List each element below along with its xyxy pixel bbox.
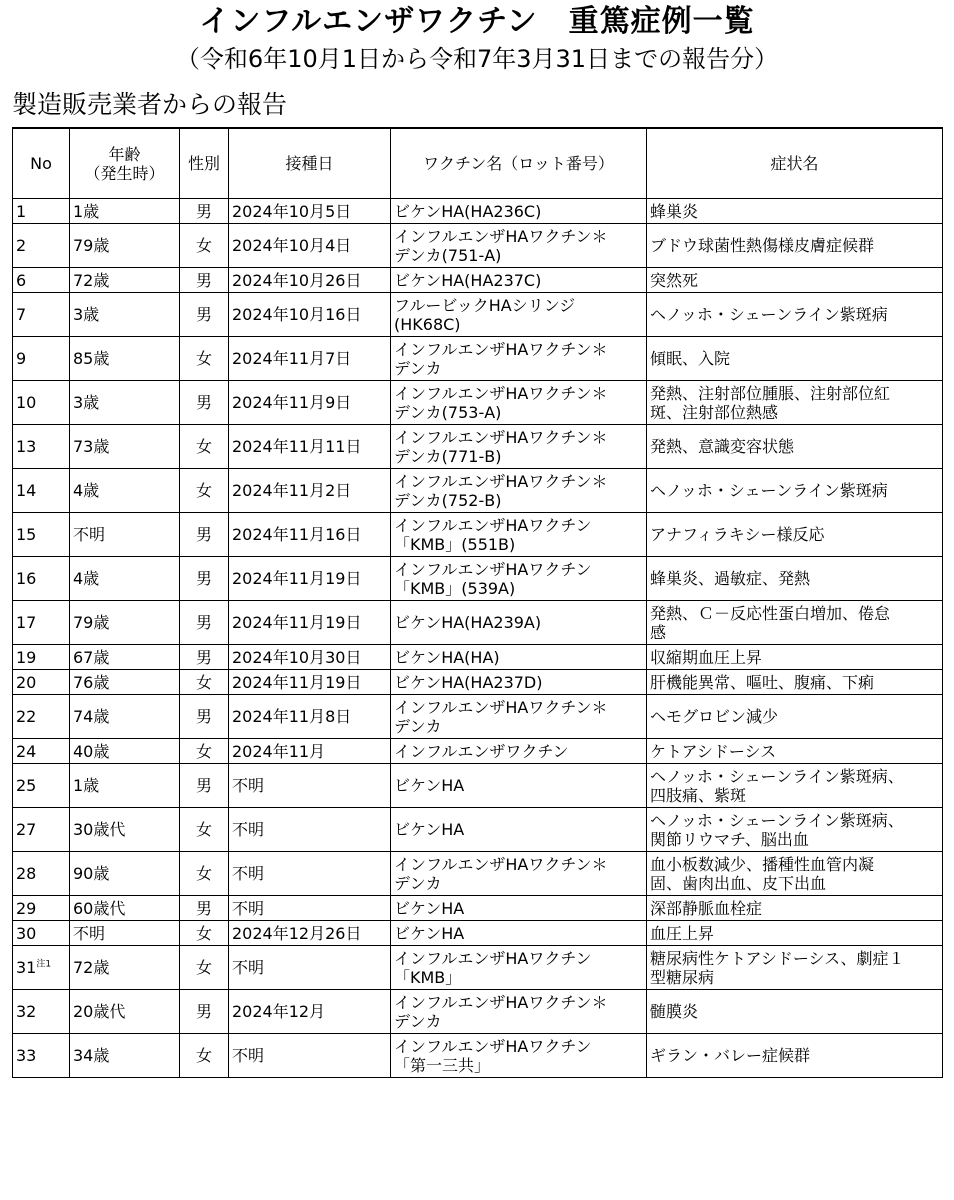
vaccine-line: インフルエンザHAワクチン <box>394 948 592 968</box>
cell-age: 72歳 <box>70 268 180 293</box>
header-date: 接種日 <box>229 128 391 199</box>
header-vaccine: ワクチン名（ロット番号） <box>391 128 647 199</box>
cell-no <box>13 670 70 695</box>
cell-age: 40歳 <box>70 739 180 764</box>
cell-age: 3歳 <box>70 381 180 425</box>
symptom-line: 関節リウマチ、脳出血 <box>650 829 809 849</box>
cell-age: 3歳 <box>70 293 180 337</box>
cell-no <box>13 337 70 381</box>
cell-symptoms <box>647 224 943 268</box>
table-row <box>13 739 943 764</box>
cell-date: 2024年12月26日 <box>229 921 391 946</box>
table-row <box>13 946 943 990</box>
cell-no <box>13 601 70 645</box>
cell-sex: 男 <box>180 199 229 224</box>
case-number: 19 <box>16 647 37 667</box>
vaccine-line: デンカ <box>394 1011 442 1031</box>
cell-symptoms <box>647 557 943 601</box>
cell-symptoms <box>647 695 943 739</box>
vaccine-line: デンカ(753-A) <box>394 402 502 422</box>
case-number: 15 <box>16 525 37 544</box>
header-symptoms: 症状名 <box>647 128 943 199</box>
page-title: インフルエンザワクチン 重篤症例一覧 <box>199 4 755 39</box>
cell-symptoms <box>647 739 943 764</box>
cell-vaccine <box>391 268 647 293</box>
cell-sex: 男 <box>180 764 229 808</box>
cell-date: 2024年10月5日 <box>229 199 391 224</box>
cell-vaccine <box>391 224 647 268</box>
cell-date: 2024年12月 <box>229 990 391 1034</box>
cell-date: 不明 <box>229 764 391 808</box>
vaccine-line: インフルエンザHAワクチン＊ <box>394 697 608 717</box>
cell-vaccine <box>391 469 647 513</box>
vaccine-line: インフルエンザHAワクチン＊ <box>394 339 608 359</box>
cell-age: 79歳 <box>70 224 180 268</box>
vaccine-line: ビケンHA <box>394 923 465 943</box>
vaccine-line: ビケンHA(HA239A) <box>394 613 542 632</box>
table-row <box>13 601 943 645</box>
case-number: 6 <box>16 270 27 290</box>
symptom-line: 突然死 <box>650 270 699 290</box>
cell-sex: 男 <box>180 601 229 645</box>
cell-symptoms <box>647 764 943 808</box>
cell-vaccine <box>391 990 647 1034</box>
cell-date: 不明 <box>229 1034 391 1078</box>
cell-age: 74歳 <box>70 695 180 739</box>
cell-symptoms <box>647 469 943 513</box>
cell-sex: 女 <box>180 808 229 852</box>
header-age <box>70 128 180 199</box>
cell-date: 不明 <box>229 946 391 990</box>
cell-date: 2024年11月2日 <box>229 469 391 513</box>
cell-vaccine <box>391 946 647 990</box>
footnote-marker: 注1 <box>36 959 52 970</box>
symptom-line: 血圧上昇 <box>650 923 715 943</box>
case-number: 33 <box>16 1046 37 1065</box>
symptom-line: 糖尿病性ケトアシドーシス、劇症１ <box>650 948 905 968</box>
cell-sex: 女 <box>180 337 229 381</box>
cell-sex: 女 <box>180 921 229 946</box>
table-row <box>13 990 943 1034</box>
cell-no <box>13 739 70 764</box>
table-row <box>13 695 943 739</box>
cell-age: 不明 <box>70 513 180 557</box>
symptom-line: 斑、注射部位熱感 <box>650 402 779 422</box>
cell-age: 不明 <box>70 921 180 946</box>
symptom-line: 蜂巣炎、過敏症、発熱 <box>650 569 811 588</box>
table-row <box>13 670 943 695</box>
vaccine-line: ビケンHA(HA236C) <box>394 201 542 221</box>
symptom-line: ケトアシドーシス <box>650 741 777 761</box>
case-number: 16 <box>16 569 37 588</box>
cell-no <box>13 293 70 337</box>
symptom-line: ヘノッホ・シェーンライン紫斑病、 <box>650 766 904 786</box>
cell-date: 2024年11月16日 <box>229 513 391 557</box>
cell-date: 不明 <box>229 896 391 921</box>
symptom-line: ブドウ球菌性熱傷様皮膚症候群 <box>650 236 875 255</box>
cell-no <box>13 808 70 852</box>
vaccine-line: 「KMB」 <box>394 967 462 987</box>
vaccine-line: インフルエンザHAワクチン <box>394 515 592 535</box>
cell-no <box>13 1034 70 1078</box>
cell-symptoms <box>647 337 943 381</box>
cell-sex: 男 <box>180 513 229 557</box>
cell-symptoms <box>647 990 943 1034</box>
cell-sex: 男 <box>180 990 229 1034</box>
cell-age: 20歳代 <box>70 990 180 1034</box>
symptom-line: 血小板数減少、播種性血管内凝 <box>650 854 875 874</box>
cell-age: 90歳 <box>70 852 180 896</box>
vaccine-line: デンカ <box>394 716 442 736</box>
cell-date: 2024年11月9日 <box>229 381 391 425</box>
cell-vaccine <box>391 513 647 557</box>
header-no: No <box>13 128 70 199</box>
case-number: 28 <box>16 864 37 883</box>
vaccine-line: フルービックHAシリンジ <box>394 295 576 315</box>
case-number: 17 <box>16 613 37 632</box>
cell-vaccine <box>391 199 647 224</box>
vaccine-line: ビケンHA(HA237C) <box>394 270 542 290</box>
cell-symptoms <box>647 1034 943 1078</box>
table-row <box>13 645 943 670</box>
cell-age: 30歳代 <box>70 808 180 852</box>
case-number: 10 <box>16 393 37 412</box>
vaccine-line: インフルエンザHAワクチン＊ <box>394 854 608 874</box>
vaccine-line: デンカ(771-B) <box>394 446 502 466</box>
symptom-line: 発熱、Ｃ－反応性蛋白増加、倦怠 <box>650 603 891 623</box>
case-number: 25 <box>16 776 37 795</box>
symptom-line: 傾眠、入院 <box>650 349 731 368</box>
cell-no <box>13 199 70 224</box>
cell-symptoms <box>647 381 943 425</box>
symptom-line: ヘノッホ・シェーンライン紫斑病 <box>650 305 888 324</box>
cell-sex: 男 <box>180 268 229 293</box>
cell-age: 1歳 <box>70 199 180 224</box>
symptom-line: 型糖尿病 <box>650 967 715 987</box>
symptom-line: アナフィラキシー様反応 <box>650 525 825 544</box>
cell-vaccine <box>391 695 647 739</box>
table-row <box>13 268 943 293</box>
table-row <box>13 469 943 513</box>
cell-vaccine <box>391 1034 647 1078</box>
cell-sex: 男 <box>180 557 229 601</box>
cell-date: 不明 <box>229 808 391 852</box>
table-row <box>13 293 943 337</box>
cell-vaccine <box>391 293 647 337</box>
cell-symptoms <box>647 199 943 224</box>
cell-symptoms <box>647 268 943 293</box>
cell-age: 85歳 <box>70 337 180 381</box>
cell-sex: 女 <box>180 670 229 695</box>
cell-age: 67歳 <box>70 645 180 670</box>
cell-date: 2024年11月19日 <box>229 670 391 695</box>
cell-age: 73歳 <box>70 425 180 469</box>
case-number: 14 <box>16 481 37 500</box>
table-body <box>13 199 943 1078</box>
cell-sex: 女 <box>180 425 229 469</box>
cell-sex: 男 <box>180 695 229 739</box>
cell-sex: 男 <box>180 293 229 337</box>
table-row <box>13 337 943 381</box>
symptom-line: 固、歯肉出血、皮下出血 <box>650 873 827 893</box>
case-number: 20 <box>16 672 37 692</box>
cell-vaccine <box>391 921 647 946</box>
case-number: 9 <box>16 349 27 368</box>
cell-vaccine <box>391 852 647 896</box>
table-row <box>13 557 943 601</box>
cell-symptoms <box>647 808 943 852</box>
header-sex: 性別 <box>180 128 229 199</box>
table-row <box>13 921 943 946</box>
cell-symptoms <box>647 946 943 990</box>
page-subtitle: （令和6年10月1日から令和7年3月31日までの報告分） <box>175 45 779 73</box>
vaccine-line: ビケンHA(HA) <box>394 647 500 667</box>
cell-age: 79歳 <box>70 601 180 645</box>
cell-date: 2024年11月19日 <box>229 601 391 645</box>
cell-vaccine <box>391 381 647 425</box>
cell-date: 2024年10月26日 <box>229 268 391 293</box>
case-number: 1 <box>16 201 27 221</box>
cell-age: 4歳 <box>70 469 180 513</box>
vaccine-line: ビケンHA <box>394 776 465 795</box>
table-row <box>13 425 943 469</box>
table-row <box>13 513 943 557</box>
vaccine-line: デンカ <box>394 358 442 378</box>
case-number: 29 <box>16 898 37 918</box>
symptom-line: 蜂巣炎 <box>650 201 699 221</box>
symptom-line: 発熱、意識変容状態 <box>650 437 795 456</box>
header-age-line2: （発生時） <box>84 163 165 183</box>
table-row <box>13 808 943 852</box>
cell-no <box>13 921 70 946</box>
cell-no <box>13 764 70 808</box>
cell-sex: 女 <box>180 739 229 764</box>
vaccine-line: インフルエンザHAワクチン＊ <box>394 226 608 246</box>
cell-no <box>13 990 70 1034</box>
cell-sex: 女 <box>180 852 229 896</box>
cell-symptoms <box>647 645 943 670</box>
cell-date: 2024年11月7日 <box>229 337 391 381</box>
vaccine-line: インフルエンザHAワクチン＊ <box>394 383 608 403</box>
cell-no <box>13 695 70 739</box>
symptom-line: ヘノッホ・シェーンライン紫斑病、 <box>650 810 904 830</box>
vaccine-line: デンカ(751-A) <box>394 245 502 265</box>
cell-no <box>13 852 70 896</box>
cell-no <box>13 381 70 425</box>
symptom-line: 髄膜炎 <box>650 1002 699 1021</box>
table-row <box>13 199 943 224</box>
cell-no <box>13 224 70 268</box>
vaccine-line: インフルエンザワクチン <box>394 741 569 761</box>
cell-no <box>13 645 70 670</box>
cell-age: 34歳 <box>70 1034 180 1078</box>
cell-sex: 女 <box>180 469 229 513</box>
symptom-line: ヘノッホ・シェーンライン紫斑病 <box>650 481 888 500</box>
vaccine-line: ビケンHA <box>394 898 465 918</box>
vaccine-line: デンカ(752-B) <box>394 490 502 510</box>
cell-no <box>13 557 70 601</box>
symptom-line: ギラン・バレー症候群 <box>650 1046 811 1065</box>
cell-date: 2024年10月30日 <box>229 645 391 670</box>
vaccine-line: 「第一三共」 <box>394 1055 491 1075</box>
vaccine-line: インフルエンザHAワクチン <box>394 1036 592 1056</box>
case-number: 22 <box>16 707 37 726</box>
cell-symptoms <box>647 852 943 896</box>
case-number: 24 <box>16 741 37 761</box>
cell-date: 不明 <box>229 852 391 896</box>
symptom-line: 四肢痛、紫斑 <box>650 785 747 805</box>
vaccine-line: 「KMB」(539A) <box>394 578 516 598</box>
cell-no <box>13 268 70 293</box>
symptom-line: ヘモグロビン減少 <box>650 707 779 726</box>
vaccine-line: インフルエンザHAワクチン＊ <box>394 427 608 447</box>
vaccine-line: デンカ <box>394 873 442 893</box>
cell-sex: 男 <box>180 896 229 921</box>
cell-no <box>13 896 70 921</box>
cell-age: 1歳 <box>70 764 180 808</box>
cell-sex: 男 <box>180 381 229 425</box>
table-row <box>13 852 943 896</box>
cell-vaccine <box>391 896 647 921</box>
cell-age: 4歳 <box>70 557 180 601</box>
cell-vaccine <box>391 739 647 764</box>
table-row <box>13 764 943 808</box>
cell-vaccine <box>391 808 647 852</box>
cell-no <box>13 946 70 990</box>
case-number: 30 <box>16 923 37 943</box>
table-row <box>13 1034 943 1078</box>
cell-symptoms <box>647 293 943 337</box>
vaccine-line: インフルエンザHAワクチン＊ <box>394 471 608 491</box>
cell-date: 2024年10月4日 <box>229 224 391 268</box>
symptom-line: 肝機能異常、嘔吐、腹痛、下痢 <box>650 672 875 692</box>
case-number: 27 <box>16 820 37 839</box>
cell-vaccine <box>391 601 647 645</box>
cell-sex: 女 <box>180 946 229 990</box>
cell-sex: 女 <box>180 1034 229 1078</box>
cell-symptoms <box>647 921 943 946</box>
header-age-line1: 年齢 <box>108 144 141 164</box>
cell-no <box>13 425 70 469</box>
cell-vaccine <box>391 425 647 469</box>
cell-sex: 女 <box>180 224 229 268</box>
table-row <box>13 381 943 425</box>
table-header-row <box>13 128 943 199</box>
symptom-line: 発熱、注射部位腫脹、注射部位紅 <box>650 383 891 403</box>
vaccine-line: (HK68C) <box>394 314 461 334</box>
vaccine-line: 「KMB」(551B) <box>394 534 516 554</box>
cell-date: 2024年11月11日 <box>229 425 391 469</box>
case-table <box>12 127 943 1078</box>
cell-date: 2024年11月 <box>229 739 391 764</box>
cell-date: 2024年11月19日 <box>229 557 391 601</box>
cell-vaccine <box>391 764 647 808</box>
case-number: 13 <box>16 437 37 456</box>
case-number: 31 <box>16 958 37 977</box>
case-number: 7 <box>16 305 27 324</box>
cell-vaccine <box>391 670 647 695</box>
cell-no <box>13 469 70 513</box>
cell-vaccine <box>391 557 647 601</box>
symptom-line: 収縮期血圧上昇 <box>650 647 763 667</box>
symptom-line: 感 <box>650 622 667 642</box>
cell-date: 2024年11月8日 <box>229 695 391 739</box>
table-row <box>13 896 943 921</box>
cell-vaccine <box>391 645 647 670</box>
cell-symptoms <box>647 601 943 645</box>
cell-symptoms <box>647 425 943 469</box>
section-heading: 製造販売業者からの報告 <box>12 90 288 119</box>
vaccine-line: ビケンHA <box>394 820 465 839</box>
cell-date: 2024年10月16日 <box>229 293 391 337</box>
vaccine-line: ビケンHA(HA237D) <box>394 672 543 692</box>
cell-age: 60歳代 <box>70 896 180 921</box>
cell-age: 72歳 <box>70 946 180 990</box>
cell-age: 76歳 <box>70 670 180 695</box>
vaccine-line: インフルエンザHAワクチン <box>394 559 592 579</box>
cell-no <box>13 513 70 557</box>
case-number: 2 <box>16 236 27 255</box>
cell-vaccine <box>391 337 647 381</box>
table-row <box>13 224 943 268</box>
cell-sex: 男 <box>180 645 229 670</box>
cell-symptoms <box>647 896 943 921</box>
cell-symptoms <box>647 513 943 557</box>
symptom-line: 深部静脈血栓症 <box>650 898 763 918</box>
case-number: 32 <box>16 1002 37 1021</box>
vaccine-line: インフルエンザHAワクチン＊ <box>394 992 608 1012</box>
cell-symptoms <box>647 670 943 695</box>
